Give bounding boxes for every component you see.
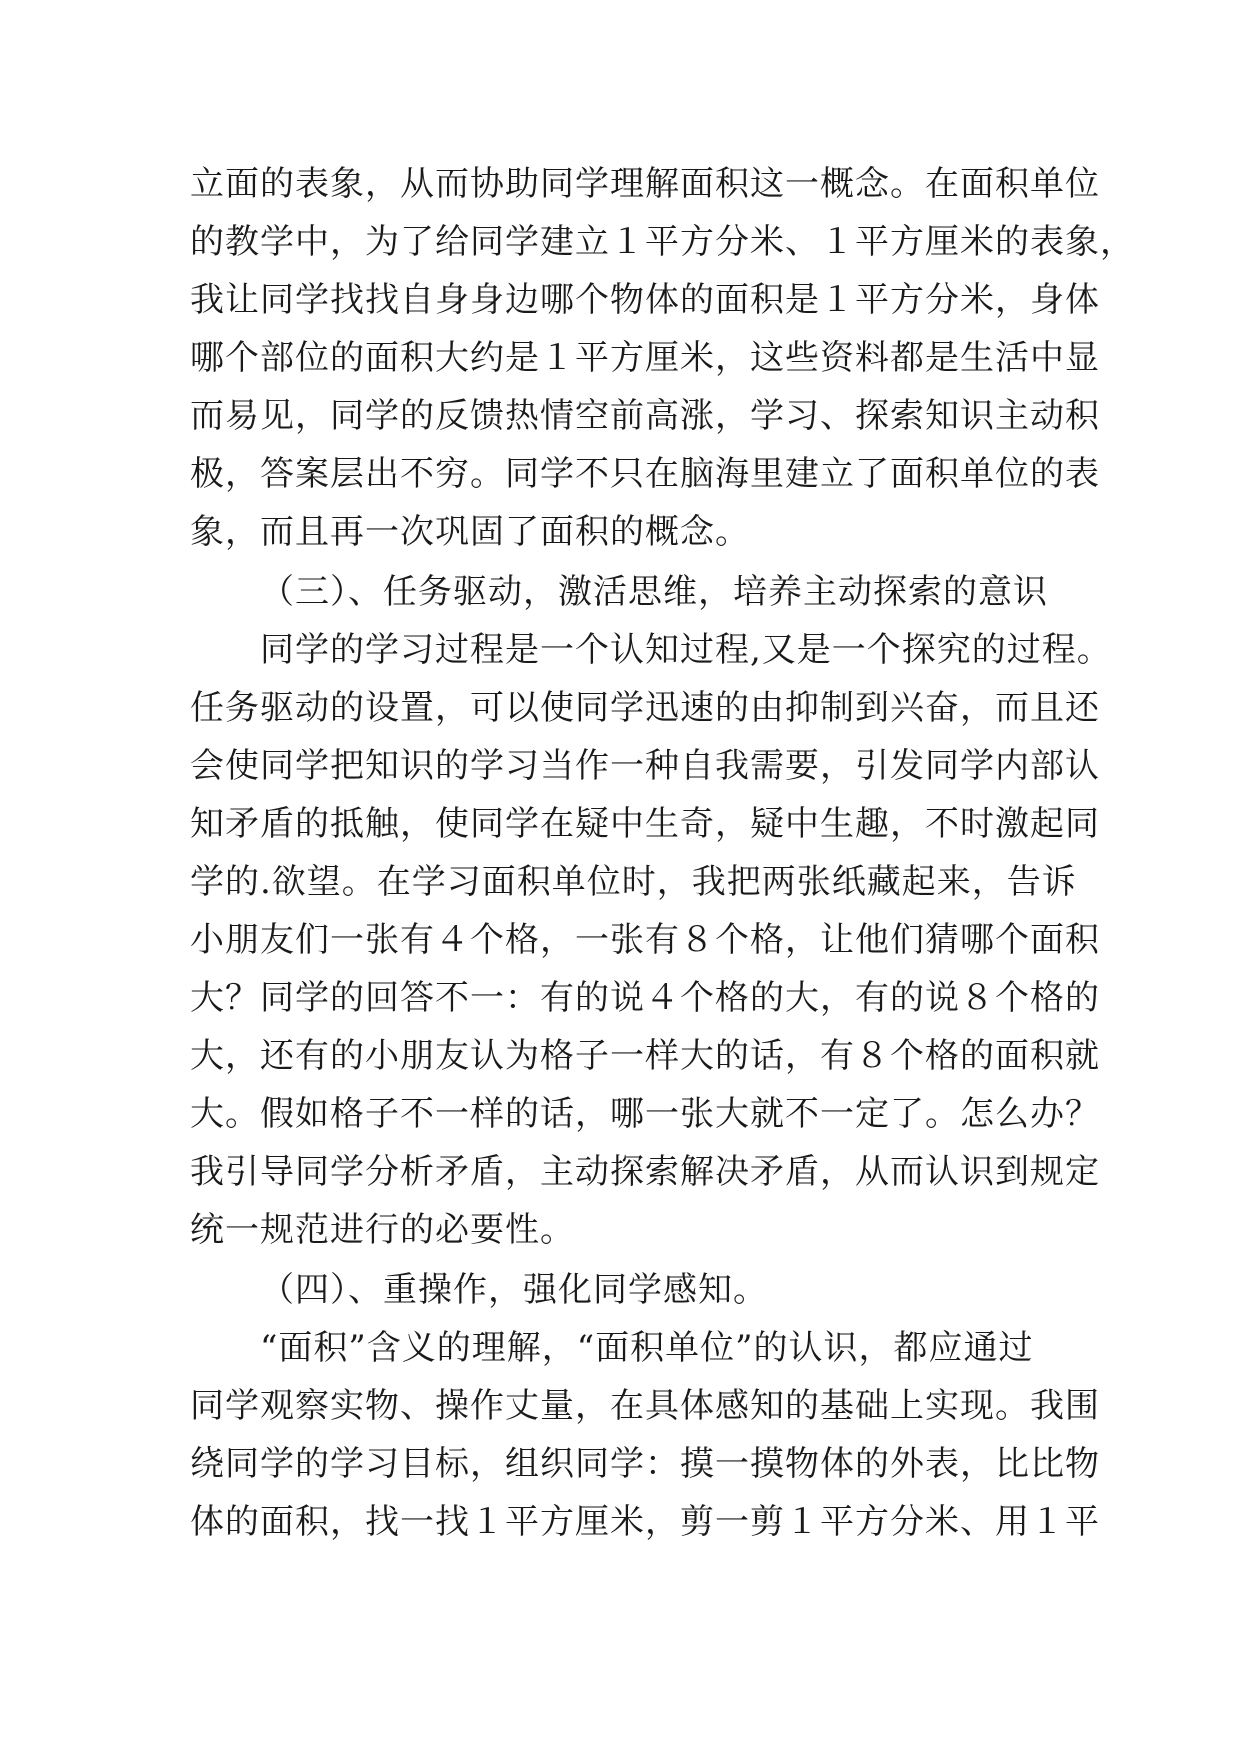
section-heading: （四）、重操作，强化同学感知。 [260, 1270, 768, 1310]
text-line: 会使同学把知识的学习当作一种自我需要，引发同学内部认 [190, 746, 1100, 786]
text-line: 的教学中，为了给同学建立１平方分米、１平方厘米的表象， [190, 222, 1135, 262]
text-line: 统一规范进行的必要性。 [190, 1210, 575, 1250]
text-line: 同学观察实物、操作丈量，在具体感知的基础上实现。我围 [190, 1386, 1100, 1426]
text-line: 而易见，同学的反馈热情空前高涨，学习、探索知识主动积 [190, 396, 1100, 436]
text-line: 学的.欲望。在学习面积单位时，我把两张纸藏起来，告诉 [190, 862, 1077, 902]
text-line: 大，还有的小朋友认为格子一样大的话，有８个格的面积就 [190, 1036, 1100, 1076]
text-line: 大？同学的回答不一：有的说４个格的大，有的说８个格的 [190, 978, 1100, 1018]
text-line: 立面的表象，从而协助同学理解面积这一概念。在面积单位 [190, 164, 1100, 204]
text-line: 知矛盾的抵触，使同学在疑中生奇，疑中生趣，不时激起同 [190, 804, 1100, 844]
text-line: 体的面积，找一找１平方厘米，剪一剪１平方分米、用１平 [190, 1502, 1100, 1542]
text-line: “面积”含义的理解，“面积单位”的认识，都应通过 [260, 1328, 1034, 1368]
text-line: 大。假如格子不一样的话，哪一张大就不一定了。怎么办？ [190, 1094, 1100, 1134]
text-line: 任务驱动的设置，可以使同学迅速的由抑制到兴奋，而且还 [190, 688, 1100, 728]
text-line: 极，答案层出不穷。同学不只在脑海里建立了面积单位的表 [190, 454, 1100, 494]
text-line: 我引导同学分析矛盾，主动探索解决矛盾，从而认识到规定 [190, 1152, 1100, 1192]
text-line: 象，而且再一次巩固了面积的概念。 [190, 512, 750, 552]
text-line: 哪个部位的面积大约是１平方厘米，这些资料都是生活中显 [190, 338, 1100, 378]
text-line: 我让同学找找自身身边哪个物体的面积是１平方分米，身体 [190, 280, 1100, 320]
text-line: 绕同学的学习目标，组织同学：摸一摸物体的外表，比比物 [190, 1444, 1100, 1484]
text-line: 小朋友们一张有４个格，一张有８个格，让他们猜哪个面积 [190, 920, 1100, 960]
text-line: 同学的学习过程是一个认知过程,又是一个探究的过程。 [260, 630, 1112, 670]
section-heading: （三）、任务驱动，激活思维，培养主动探索的意识 [260, 572, 1048, 612]
